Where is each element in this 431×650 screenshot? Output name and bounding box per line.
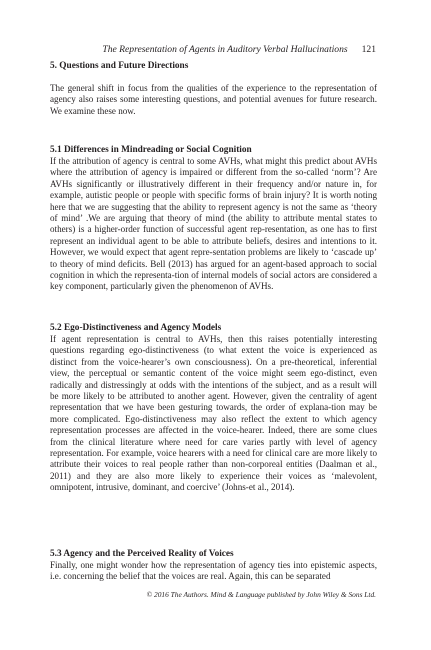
section-5-1 xyxy=(50,144,377,293)
subsection-heading: 5.1 Differences in Mindreading or Social Cognition xyxy=(50,145,252,155)
paragraph: If the attribution of agency is central to some AVHs, what might this predict about AVHs where the attribution of agency is impaired or different from the so-called ‘norm’? Are AVHs significantly or illustratively different in their frequency and/or nature in, for example, autistic people or people with specific forms of brain injury? It is worth noting here that we are suggesting that the ability to represent agency is not the same as ‘theory of mind’ .We are arguing that theory of mind (the ability to attribute mental states to others) is a higher-order function of successful agent rep-resentation, as one has to first represent an individual agent to be able to attribute beliefs, desires and intentions to it. However, we would expect that agent repre-sentation problems are likely to ‘cascade up’ to theory of mind deficits. Bell (2013) has argued for an agent-based approach to social cognition in which the representa-tion of internal models of social actors are considered a key component, particularly given the phenomenon of AVHs. xyxy=(50,156,377,292)
page-number: 121 xyxy=(361,44,376,55)
subsection-heading: 5.3 Agency and the Perceived Reality of Voices xyxy=(50,549,234,559)
section-5 xyxy=(50,60,377,72)
copyright-footer: © 2016 The Authors. Mind & Language published by John Wiley & Sons Ltd. xyxy=(146,590,376,599)
subsection-heading: 5.2 Ego-Distinctiveness and Agency Models xyxy=(50,323,222,333)
running-head xyxy=(50,44,376,55)
section-5-body xyxy=(50,83,377,117)
section-5-3 xyxy=(50,548,377,583)
paragraph: Finally, one might wonder how the representation of agency ties into epistemic aspects, i.e. concerning the belief that the voices are real. Again, this can be separated xyxy=(50,560,377,582)
section-5-2 xyxy=(50,322,377,494)
running-head-title: The Representation of Agents in Auditory Verbal Hallucinations xyxy=(102,44,348,55)
section-heading: 5. Questions and Future Directions xyxy=(50,61,189,71)
paragraph: If agent representation is central to AVHs, then this raises potentially interesting questions regarding ego-distinctiveness (to what extent the voice is experienced as distinct from the voice-hearer’s own consciousness). On a pre-theoretical, inferential view, the perceptual or semantic content of the voice might seem ego-distinct, even radically and distressingly at odds with the intentions of the subject, and as a result will be more likely to be attributed to another agent. However, given the centrality of agent representation that we have been gesturing towards, the order of explana-tion may be more complicated. Ego-distinctiveness may also reflect the extent to which agency representation processes are affected in the voice-hearer. Indeed, there are some clues from the clinical literature where need for care varies partly with level of agency representation. For example, voice hearers with a need for clinical care are more likely to attribute their voices to real people rather than non-corporeal entities (Daalman et al., 2011) and they are also more likely to experience their voices as ‘malevolent, omnipotent, intrusive, dominant, and coercive’ (Johns-et al., 2014). xyxy=(50,334,377,493)
paragraph: The general shift in focus from the qualities of the experience to the representation of agency also raises some interesting questions, and potential avenues for future research. We examine these now. xyxy=(50,83,377,116)
